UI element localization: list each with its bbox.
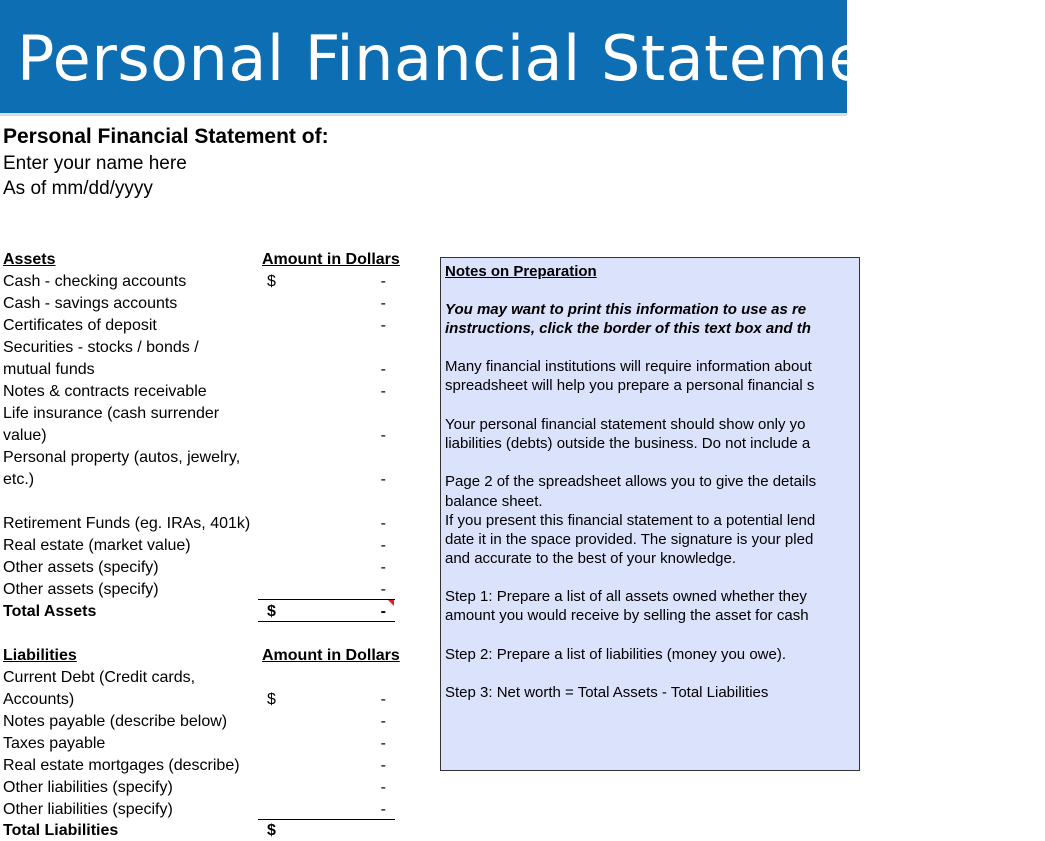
notes-heading: Notes on Preparation bbox=[445, 263, 597, 280]
dollar-sign: $ bbox=[267, 691, 276, 708]
asset-label: Securities - stocks / bonds / bbox=[3, 339, 199, 356]
notes-line: instructions, click the border of this text box and th bbox=[445, 320, 811, 337]
asset-label: Cash - checking accounts bbox=[3, 273, 187, 290]
asset-row[interactable] bbox=[0, 404, 420, 448]
notes-line: amount you would receive by selling the asset for cash bbox=[445, 607, 809, 624]
banner-title: Personal Financial Statement bbox=[17, 22, 932, 95]
asset-row[interactable] bbox=[0, 536, 420, 558]
asset-amount[interactable]: - bbox=[380, 559, 386, 576]
liability-label: Other liabilities (specify) bbox=[3, 779, 173, 796]
liability-amount[interactable]: - bbox=[380, 801, 386, 818]
notes-line: You may want to print this information to use as re bbox=[445, 301, 807, 318]
asset-amount[interactable]: - bbox=[380, 537, 386, 554]
asset-amount[interactable]: - bbox=[380, 273, 386, 290]
asset-label: Personal property (autos, jewelry, bbox=[3, 449, 241, 466]
asset-amount[interactable]: - bbox=[380, 581, 386, 598]
liability-row[interactable] bbox=[0, 712, 420, 734]
notes-line: balance sheet. bbox=[445, 493, 543, 510]
assets-amount-heading: Amount in Dollars bbox=[262, 251, 400, 268]
dollar-sign: $ bbox=[267, 822, 276, 839]
liabilities-heading: Liabilities bbox=[3, 647, 77, 664]
liability-amount[interactable]: - bbox=[380, 713, 386, 730]
asset-row[interactable] bbox=[0, 514, 420, 536]
asset-row[interactable] bbox=[0, 338, 420, 382]
asset-label-cont: etc.) bbox=[3, 471, 35, 488]
total-assets-top-rule bbox=[258, 599, 395, 600]
asset-amount[interactable]: - bbox=[380, 317, 386, 334]
asset-amount[interactable]: - bbox=[380, 295, 386, 312]
assets-header-row bbox=[0, 250, 420, 272]
asset-row[interactable] bbox=[0, 382, 420, 404]
liability-label-cont: Accounts) bbox=[3, 691, 75, 708]
total-liabilities-row bbox=[0, 821, 420, 839]
asset-label-cont: value) bbox=[3, 427, 47, 444]
asset-amount[interactable]: - bbox=[380, 383, 386, 400]
liability-row[interactable] bbox=[0, 756, 420, 778]
liabilities-amount-heading: Amount in Dollars bbox=[262, 647, 400, 664]
liability-amount[interactable]: - bbox=[380, 779, 386, 796]
liabilities-header-row bbox=[0, 646, 420, 668]
notes-line: liabilities (debts) outside the business. Do not include a bbox=[445, 435, 811, 452]
asset-row[interactable] bbox=[0, 558, 420, 580]
total-liabilities-label: Total Liabilities bbox=[3, 822, 119, 839]
asset-row[interactable] bbox=[0, 316, 420, 338]
asset-row[interactable] bbox=[0, 294, 420, 316]
asset-amount[interactable]: - bbox=[380, 471, 386, 488]
notes-line: and accurate to the best of your knowledge. bbox=[445, 550, 737, 567]
liability-amount[interactable]: - bbox=[380, 691, 386, 708]
liability-row[interactable] bbox=[0, 778, 420, 800]
liability-row[interactable] bbox=[0, 668, 420, 712]
notes-line: Step 2: Prepare a list of liabilities (money you owe). bbox=[445, 646, 786, 663]
liability-label: Notes payable (describe below) bbox=[3, 713, 228, 730]
total-liabilities-top-rule bbox=[258, 819, 395, 820]
liability-amount[interactable]: - bbox=[380, 735, 386, 752]
notes-text-box[interactable] bbox=[440, 257, 860, 771]
total-assets-amount: - bbox=[380, 603, 386, 620]
dollar-sign: $ bbox=[267, 603, 276, 620]
asset-label: Retirement Funds (eg. IRAs, 401k) bbox=[3, 515, 251, 532]
asset-label: Certificates of deposit bbox=[3, 317, 157, 334]
asset-row[interactable] bbox=[0, 272, 420, 294]
asset-amount[interactable]: - bbox=[380, 427, 386, 444]
notes-line: spreadsheet will help you prepare a personal financial s bbox=[445, 377, 815, 394]
notes-line: Your personal financial statement should show only yo bbox=[445, 416, 806, 433]
title-banner bbox=[0, 0, 932, 116]
asset-label: Notes & contracts receivable bbox=[3, 383, 207, 400]
asset-row[interactable] bbox=[0, 448, 420, 492]
notes-line: If you present this financial statement to a potential lend bbox=[445, 512, 816, 529]
asset-label-cont: mutual funds bbox=[3, 361, 95, 378]
liability-label: Other liabilities (specify) bbox=[3, 801, 173, 818]
asset-label: Life insurance (cash surrender bbox=[3, 405, 220, 422]
asset-label: Other assets (specify) bbox=[3, 559, 159, 576]
notes-line: Step 3: Net worth = Total Assets - Total Liabilities bbox=[445, 684, 769, 701]
total-assets-label: Total Assets bbox=[3, 603, 97, 620]
asset-amount[interactable]: - bbox=[380, 361, 386, 378]
asset-amount[interactable]: - bbox=[380, 515, 386, 532]
statement-heading: Personal Financial Statement of: bbox=[3, 125, 329, 148]
assets-heading: Assets bbox=[3, 251, 56, 268]
notes-line: Page 2 of the spreadsheet allows you to give the details bbox=[445, 473, 817, 490]
notes-line: Step 1: Prepare a list of all assets owned whether they bbox=[445, 588, 807, 605]
liability-amount[interactable]: - bbox=[380, 757, 386, 774]
notes-line: date it in the space provided. The signature is your pled bbox=[445, 531, 814, 548]
name-field[interactable]: Enter your name here bbox=[3, 153, 187, 174]
asset-label: Cash - savings accounts bbox=[3, 295, 178, 312]
dollar-sign: $ bbox=[267, 273, 276, 290]
liability-row[interactable] bbox=[0, 734, 420, 756]
notes-line: Many financial institutions will require information about bbox=[445, 358, 812, 375]
liability-label: Real estate mortgages (describe) bbox=[3, 757, 240, 774]
date-field[interactable]: As of mm/dd/yyyy bbox=[3, 178, 153, 199]
asset-label: Real estate (market value) bbox=[3, 537, 191, 554]
asset-label: Other assets (specify) bbox=[3, 581, 159, 598]
total-assets-bottom-rule bbox=[258, 621, 395, 622]
liability-label: Taxes payable bbox=[3, 735, 106, 752]
liability-label: Current Debt (Credit cards, bbox=[3, 669, 196, 686]
